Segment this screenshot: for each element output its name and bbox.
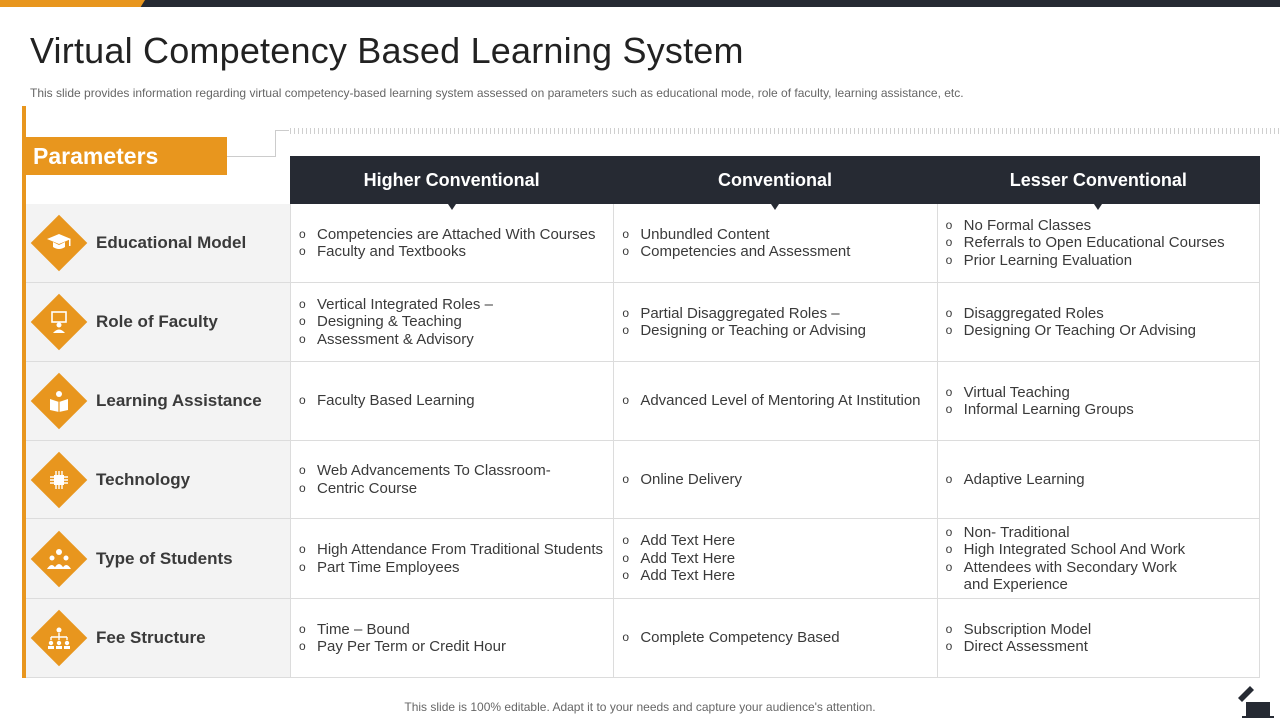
- table-header: [290, 156, 1260, 204]
- parameter-label: Type of Students: [96, 548, 233, 568]
- connector-line: [275, 130, 289, 131]
- table-cell: [937, 441, 1260, 518]
- parameter-label: Educational Model: [96, 233, 247, 252]
- table-cell: [613, 283, 936, 361]
- parameter-cell: [26, 599, 290, 677]
- parameter-label: Fee Structure: [96, 628, 206, 647]
- list-item: o Referrals to Open Educational Courses: [946, 234, 1225, 252]
- reading-person-icon: [30, 372, 88, 430]
- parameter-badge: [30, 214, 88, 272]
- bullet-list: [622, 532, 735, 585]
- table-row: [26, 519, 1260, 599]
- column-header-label: Conventional: [717, 169, 832, 190]
- table-row: [26, 204, 1260, 283]
- top-bar: [0, 0, 1280, 7]
- list-item: o Advanced Level of Mentoring At Institution: [622, 392, 920, 410]
- list-item: o Assessment & Advisory: [299, 331, 493, 349]
- top-bar-accent: [0, 0, 145, 7]
- list-item: o Designing Or Teaching Or Advising: [946, 322, 1196, 340]
- list-item: o Designing or Teaching or Advising: [622, 322, 866, 340]
- parameter-badge: [30, 451, 88, 509]
- table-cell: [290, 441, 613, 518]
- bullet-list: [946, 217, 1225, 270]
- table-cell: [290, 362, 613, 440]
- laptop-pen-icon: [1236, 684, 1276, 718]
- list-item: o Add Text Here: [622, 567, 735, 585]
- bullet-list: [946, 621, 1092, 656]
- table-cell: [290, 519, 613, 598]
- table-row: [26, 441, 1260, 519]
- table-row: [26, 362, 1260, 441]
- parameter-badge: [30, 530, 88, 588]
- column-header-label: Higher Conventional: [363, 169, 540, 190]
- connector-line: [275, 130, 276, 157]
- list-item: o Disaggregated Roles: [946, 305, 1196, 323]
- list-item: o Informal Learning Groups: [946, 401, 1134, 419]
- list-item: o High Attendance From Traditional Students: [299, 541, 603, 559]
- list-item: o Online Delivery: [622, 471, 742, 489]
- table-cell: [937, 283, 1260, 361]
- parameter-label: Role of Faculty: [96, 312, 218, 331]
- table-cell: [290, 283, 613, 361]
- list-item: o Prior Learning Evaluation: [946, 252, 1225, 270]
- table-cell: [613, 362, 936, 440]
- dotted-divider: [290, 128, 1280, 134]
- list-item: o Non- Traditional: [946, 524, 1186, 542]
- list-item: o Add Text Here: [622, 532, 735, 550]
- bullet-list: [946, 524, 1186, 594]
- bullet-list: [299, 296, 493, 349]
- list-item: o Direct Assessment: [946, 638, 1092, 656]
- table-row: [26, 599, 1260, 678]
- page-title: Virtual Competency Based Learning System: [30, 30, 744, 71]
- list-item: o Competencies and Assessment: [622, 243, 850, 261]
- org-chart-icon: [30, 609, 88, 667]
- table-cell: [613, 204, 936, 282]
- parameter-cell: [26, 519, 290, 598]
- list-item: o Adaptive Learning: [946, 471, 1085, 489]
- page-subtitle: This slide provides information regarding virtual competency-based learning system assessed on parameters such as educational mode, role of faculty, learning assistance, etc.: [30, 86, 964, 100]
- bullet-list: [946, 384, 1134, 419]
- list-item: o Virtual Teaching: [946, 384, 1134, 402]
- parameter-cell: [26, 362, 290, 440]
- connector-line: [227, 156, 275, 157]
- list-item: o Centric Course: [299, 480, 551, 498]
- parameter-cell: [26, 283, 290, 361]
- parameter-badge: [30, 293, 88, 351]
- list-item: o Faculty Based Learning: [299, 392, 475, 410]
- list-item: o Attendees with Secondary Work: [946, 559, 1186, 577]
- bullet-list: [299, 392, 475, 410]
- table-cell: [613, 441, 936, 518]
- bullet-list: [622, 392, 920, 410]
- graduation-cap-icon: [30, 214, 88, 272]
- table-cell: [937, 204, 1260, 282]
- bullet-list: [299, 462, 551, 497]
- list-item: o Partial Disaggregated Roles –: [622, 305, 866, 323]
- footer-note: This slide is 100% editable. Adapt it to your needs and capture your audience's attention.: [404, 700, 876, 714]
- table-body: [26, 204, 1260, 678]
- list-item: o No Formal Classes: [946, 217, 1225, 235]
- bullet-list: [622, 629, 839, 647]
- bullet-list: [622, 471, 742, 489]
- bullet-list: [622, 226, 850, 261]
- parameter-label: Learning Assistance: [96, 391, 262, 410]
- table-cell: [937, 519, 1260, 598]
- list-item: and Experience: [963, 576, 1068, 593]
- table-row: [26, 283, 1260, 362]
- chip-icon: [30, 451, 88, 509]
- list-item: o Complete Competency Based: [622, 629, 839, 647]
- list-item: o Vertical Integrated Roles –: [299, 296, 493, 314]
- bullet-list: [946, 305, 1196, 340]
- table-cell: [290, 204, 613, 282]
- list-item: o Part Time Employees: [299, 559, 603, 577]
- table-cell: [290, 599, 613, 677]
- table-cell: [613, 519, 936, 598]
- student-group-icon: [30, 530, 88, 588]
- list-item: o Add Text Here: [622, 550, 735, 568]
- column-header: [937, 156, 1260, 204]
- presenter-icon: [30, 293, 88, 351]
- parameter-cell: [26, 204, 290, 282]
- list-item: o Time – Bound: [299, 621, 506, 639]
- parameter-cell: [26, 441, 290, 518]
- bullet-list: [622, 305, 866, 340]
- column-header-label: Lesser Conventional: [1009, 169, 1187, 190]
- table-cell: [937, 362, 1260, 440]
- column-header: [290, 156, 613, 204]
- list-item: o Pay Per Term or Credit Hour: [299, 638, 506, 656]
- parameter-label: Technology: [96, 469, 191, 489]
- parameters-header: Parameters: [26, 137, 227, 175]
- bullet-list: [299, 226, 595, 261]
- bullet-list: [946, 471, 1085, 489]
- list-item: o High Integrated School And Work: [946, 541, 1186, 559]
- parameter-badge: [30, 609, 88, 667]
- parameter-badge: [30, 372, 88, 430]
- bullet-list: [299, 621, 506, 656]
- list-item: o Competencies are Attached With Courses: [299, 226, 595, 244]
- table-cell: [937, 599, 1260, 677]
- column-header: [613, 156, 936, 204]
- list-item: o Designing & Teaching: [299, 313, 493, 331]
- list-item: o Faculty and Textbooks: [299, 243, 595, 261]
- list-item: o Web Advancements To Classroom-: [299, 462, 551, 480]
- list-item: o Unbundled Content: [622, 226, 850, 244]
- table-cell: [613, 599, 936, 677]
- bullet-list: [299, 541, 603, 576]
- list-item: o Subscription Model: [946, 621, 1092, 639]
